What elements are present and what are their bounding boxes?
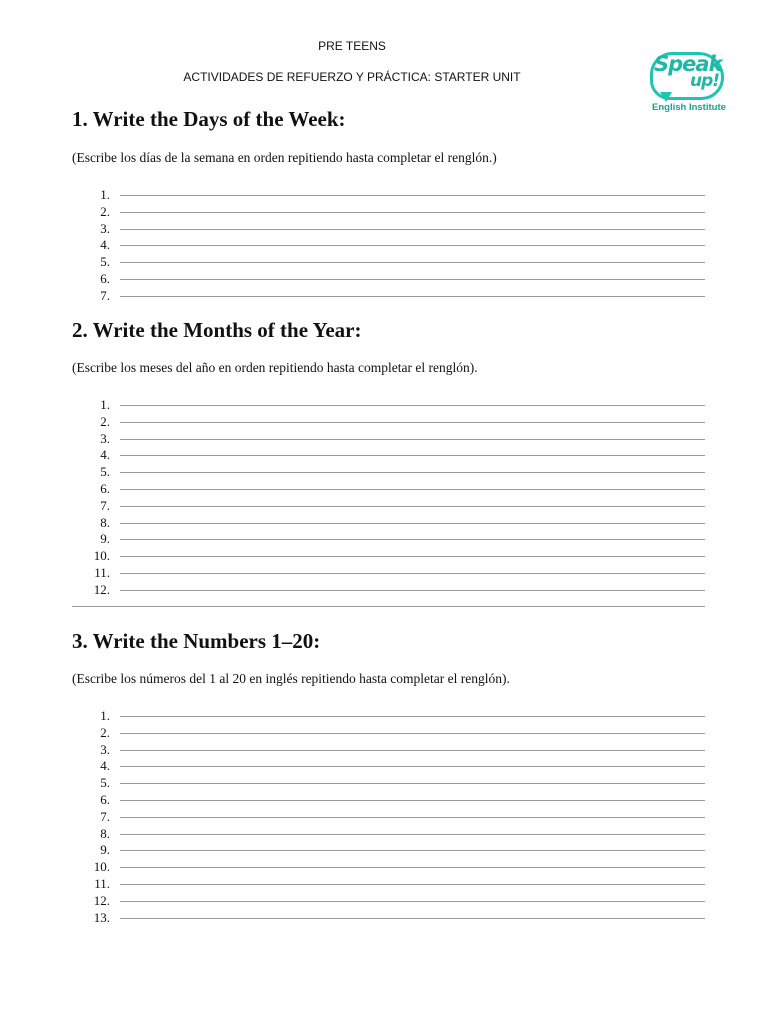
line-number: 3. — [100, 220, 110, 236]
section-3-writing-lines — [72, 708, 705, 926]
writing-line[interactable] — [120, 783, 705, 784]
writing-line-row — [72, 288, 705, 305]
section-3-instruction: (Escribe los números del 1 al 20 en inglés repitiendo hasta completar el renglón). — [72, 671, 510, 686]
writing-line-row — [72, 725, 705, 742]
writing-line[interactable] — [120, 733, 705, 734]
writing-line[interactable] — [120, 523, 705, 524]
writing-line[interactable] — [120, 800, 705, 801]
writing-line-row — [72, 792, 705, 809]
line-number: 10. — [93, 859, 110, 875]
writing-line-row — [72, 464, 705, 481]
line-number: 1. — [100, 708, 110, 723]
line-number: 12. — [93, 581, 110, 597]
writing-line[interactable] — [120, 901, 705, 902]
writing-line[interactable] — [120, 817, 705, 818]
line-number: 8. — [100, 825, 110, 841]
writing-line-row — [72, 271, 705, 288]
line-number: 5. — [100, 254, 110, 270]
writing-line[interactable] — [120, 539, 705, 540]
writing-line[interactable] — [120, 850, 705, 851]
line-number: 13. — [93, 909, 110, 925]
writing-line[interactable] — [120, 262, 705, 263]
writing-line-row — [72, 876, 705, 893]
writing-line[interactable] — [120, 573, 705, 574]
line-number: 3. — [100, 430, 110, 446]
line-number: 4. — [100, 447, 110, 463]
section-2-title: 2. Write the Months of the Year: — [72, 318, 362, 342]
logo-subtitle: English Institute — [652, 102, 726, 113]
writing-line-row — [72, 498, 705, 515]
writing-line-row — [72, 531, 705, 548]
line-number: 7. — [100, 808, 110, 824]
speech-bubble-tail-icon — [660, 92, 672, 102]
writing-line-row — [72, 708, 705, 725]
writing-line[interactable] — [120, 590, 705, 591]
writing-line-row — [72, 414, 705, 431]
line-number: 6. — [100, 480, 110, 496]
section-divider — [72, 606, 705, 607]
writing-line-row — [72, 758, 705, 775]
writing-line[interactable] — [120, 834, 705, 835]
section-1-title: 1. Write the Days of the Week: — [72, 107, 346, 131]
writing-line-row — [72, 397, 705, 414]
line-number: 10. — [93, 548, 110, 564]
writing-line[interactable] — [120, 229, 705, 230]
writing-line-row — [72, 809, 705, 826]
writing-line-row — [72, 859, 705, 876]
writing-line[interactable] — [120, 279, 705, 280]
writing-line-row — [72, 204, 705, 221]
section-3-title: 3. Write the Numbers 1–20: — [72, 629, 321, 653]
writing-line[interactable] — [120, 439, 705, 440]
header-level: PRE TEENS — [318, 39, 386, 53]
line-number: 1. — [100, 397, 110, 412]
line-number: 11. — [94, 564, 110, 580]
writing-line[interactable] — [120, 195, 705, 196]
writing-line-row — [72, 842, 705, 859]
writing-line-row — [72, 237, 705, 254]
writing-line-row — [72, 582, 705, 599]
line-number: 4. — [100, 758, 110, 774]
writing-line-row — [72, 254, 705, 271]
writing-line[interactable] — [120, 766, 705, 767]
writing-line-row — [72, 775, 705, 792]
section-2-writing-lines — [72, 397, 705, 599]
writing-line-row — [72, 431, 705, 448]
writing-line[interactable] — [120, 918, 705, 919]
speak-up-logo — [648, 50, 732, 118]
line-number: 5. — [100, 464, 110, 480]
logo-word-up: up! — [690, 71, 720, 91]
writing-line-row — [72, 826, 705, 843]
writing-line-row — [72, 515, 705, 532]
writing-line[interactable] — [120, 245, 705, 246]
line-number: 2. — [100, 724, 110, 740]
writing-line[interactable] — [120, 716, 705, 717]
line-number: 7. — [100, 287, 110, 303]
writing-line-row — [72, 742, 705, 759]
line-number: 6. — [100, 791, 110, 807]
section-1-instruction: (Escribe los días de la semana en orden repitiendo hasta completar el renglón.) — [72, 150, 497, 165]
line-number: 7. — [100, 497, 110, 513]
writing-line[interactable] — [120, 455, 705, 456]
logo-word-speak: Speak — [654, 52, 722, 76]
line-number: 3. — [100, 741, 110, 757]
line-number: 1. — [100, 187, 110, 202]
writing-line-row — [72, 565, 705, 582]
writing-line-row — [72, 910, 705, 927]
writing-line[interactable] — [120, 422, 705, 423]
writing-line[interactable] — [120, 867, 705, 868]
line-number: 4. — [100, 237, 110, 253]
header-title: ACTIVIDADES DE REFUERZO Y PRÁCTICA: STARTER UNIT — [183, 70, 521, 84]
line-number: 11. — [94, 875, 110, 891]
writing-line-row — [72, 548, 705, 565]
writing-line[interactable] — [120, 472, 705, 473]
writing-line-row — [72, 221, 705, 238]
writing-line[interactable] — [120, 296, 705, 297]
writing-line[interactable] — [120, 884, 705, 885]
section-2-instruction: (Escribe los meses del año en orden repitiendo hasta completar el renglón). — [72, 360, 478, 375]
line-number: 9. — [100, 842, 110, 858]
writing-line[interactable] — [120, 212, 705, 213]
line-number: 8. — [100, 514, 110, 530]
line-number: 2. — [100, 413, 110, 429]
line-number: 12. — [93, 892, 110, 908]
writing-line-row — [72, 187, 705, 204]
line-number: 2. — [100, 203, 110, 219]
writing-line[interactable] — [120, 750, 705, 751]
writing-line-row — [72, 447, 705, 464]
line-number: 6. — [100, 270, 110, 286]
line-number: 9. — [100, 531, 110, 547]
line-number: 5. — [100, 775, 110, 791]
writing-line-row — [72, 893, 705, 910]
writing-line[interactable] — [120, 506, 705, 507]
writing-line[interactable] — [120, 556, 705, 557]
section-1-writing-lines — [72, 187, 705, 305]
writing-line[interactable] — [120, 405, 705, 406]
writing-line[interactable] — [120, 489, 705, 490]
writing-line-row — [72, 481, 705, 498]
